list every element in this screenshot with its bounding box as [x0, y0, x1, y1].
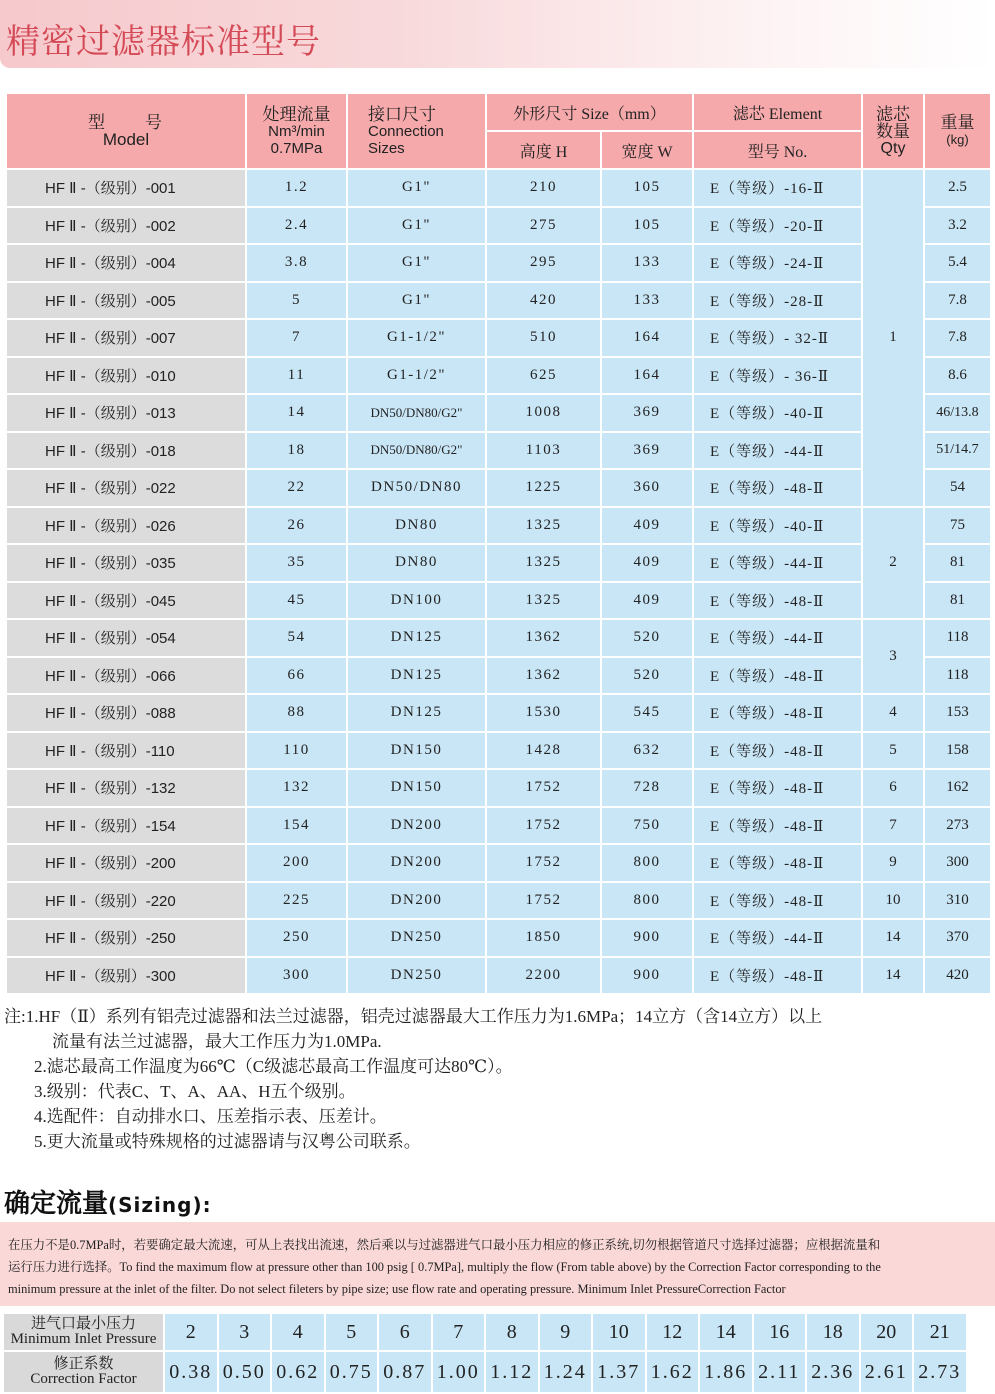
- header-qty-cn1: 滤芯: [876, 104, 910, 124]
- element-cell: E（等级）-40-Ⅱ: [694, 395, 861, 431]
- model-cell: HF Ⅱ -（级别）-035: [7, 545, 245, 581]
- qty-cell: 3: [863, 620, 923, 693]
- weight-cell: 54: [925, 470, 990, 506]
- factor-label: [4, 1352, 163, 1392]
- model-cell: HF Ⅱ -（级别）-045: [7, 583, 245, 619]
- pressure-value: 6: [379, 1314, 431, 1350]
- correction-table: [2, 1312, 968, 1394]
- note-line-2: 流量有法兰过滤器，最大工作压力为1.0MPa.: [52, 1032, 382, 1051]
- table-row: [7, 770, 990, 806]
- width-cell: 164: [602, 358, 692, 394]
- element-cell: E（等级）-48-Ⅱ: [694, 770, 861, 806]
- width-cell: 520: [602, 620, 692, 656]
- header-element-no: 型号 No.: [694, 132, 861, 168]
- weight-cell: 46/13.8: [925, 395, 990, 431]
- width-cell: 900: [602, 920, 692, 956]
- header-qty-cn2: 数量: [876, 121, 910, 141]
- connection-cell: DN80: [348, 508, 485, 544]
- flow-cell: 22: [247, 470, 346, 506]
- weight-cell: 81: [925, 583, 990, 619]
- flow-cell: 54: [247, 620, 346, 656]
- table-row: [7, 883, 990, 919]
- note-line-6: 5.更大流量或特殊规格的过滤器请与汉粤公司联系。: [34, 1132, 421, 1151]
- height-cell: 1325: [487, 583, 600, 619]
- qty-cell: 2: [863, 508, 923, 619]
- pressure-value: 20: [861, 1314, 913, 1350]
- connection-cell: DN250: [348, 958, 485, 994]
- element-cell: E（等级）-48-Ⅱ: [694, 958, 861, 994]
- pressure-value: 10: [593, 1314, 645, 1350]
- element-cell: E（等级）-48-Ⅱ: [694, 583, 861, 619]
- element-cell: E（等级）-40-Ⅱ: [694, 508, 861, 544]
- width-cell: 520: [602, 658, 692, 694]
- flow-cell: 14: [247, 395, 346, 431]
- flow-cell: 225: [247, 883, 346, 919]
- model-cell: HF Ⅱ -（级别）-002: [7, 208, 245, 244]
- connection-cell: G1": [348, 208, 485, 244]
- element-cell: E（等级）-28-Ⅱ: [694, 283, 861, 319]
- height-cell: 1103: [487, 433, 600, 469]
- table-row: [7, 433, 990, 469]
- header-weight-cn: 重量: [940, 113, 975, 132]
- header-model-en: Model: [102, 130, 150, 149]
- flow-cell: 132: [247, 770, 346, 806]
- qty-cell: 5: [863, 733, 923, 769]
- connection-cell: G1": [348, 283, 485, 319]
- connection-cell: DN50/DN80/G2": [348, 395, 485, 431]
- element-cell: E（等级）-44-Ⅱ: [694, 545, 861, 581]
- table-row: [7, 583, 990, 619]
- weight-cell: 7.8: [925, 283, 990, 319]
- model-table: [5, 92, 992, 995]
- model-cell: HF Ⅱ -（级别）-250: [7, 920, 245, 956]
- weight-cell: 75: [925, 508, 990, 544]
- height-cell: 2200: [487, 958, 600, 994]
- weight-cell: 162: [925, 770, 990, 806]
- table-row: [7, 658, 990, 694]
- pressure-value: 16: [754, 1314, 806, 1350]
- pressure-value: 3: [219, 1314, 271, 1350]
- element-cell: E（等级）-44-Ⅱ: [694, 920, 861, 956]
- table-row: [7, 808, 990, 844]
- width-cell: 105: [602, 208, 692, 244]
- note-line-4: 3.级别：代表C、T、A、AA、H五个级别。: [34, 1082, 356, 1101]
- connection-cell: DN125: [348, 658, 485, 694]
- height-cell: 625: [487, 358, 600, 394]
- connection-cell: G1-1/2": [348, 358, 485, 394]
- flow-cell: 300: [247, 958, 346, 994]
- table-row: [7, 208, 990, 244]
- width-cell: 133: [602, 283, 692, 319]
- height-cell: 1008: [487, 395, 600, 431]
- header-weight-unit: (kg): [946, 132, 969, 147]
- width-cell: 800: [602, 883, 692, 919]
- connection-cell: DN80: [348, 545, 485, 581]
- width-cell: 750: [602, 808, 692, 844]
- weight-cell: 2.5: [925, 170, 990, 206]
- flow-cell: 154: [247, 808, 346, 844]
- width-cell: 164: [602, 320, 692, 356]
- notes: [4, 1004, 822, 1154]
- height-cell: 1850: [487, 920, 600, 956]
- qty-cell: 1: [863, 170, 923, 506]
- header-connection: [348, 94, 485, 168]
- width-cell: 105: [602, 170, 692, 206]
- connection-cell: DN200: [348, 883, 485, 919]
- model-cell: HF Ⅱ -（级别）-200: [7, 845, 245, 881]
- qty-cell: 9: [863, 845, 923, 881]
- qty-cell: 7: [863, 808, 923, 844]
- weight-cell: 118: [925, 620, 990, 656]
- table-row: [7, 470, 990, 506]
- header-conn-en2: Sizes: [368, 139, 405, 157]
- note-line-3: 2.滤芯最高工作温度为66℃（C级滤芯最高工作温度可达80℃）。: [34, 1057, 513, 1076]
- qty-cell: 10: [863, 883, 923, 919]
- header-qty-en: Qty: [880, 139, 906, 157]
- note-1: [4, 1004, 822, 1029]
- weight-cell: 51/14.7: [925, 433, 990, 469]
- flow-cell: 88: [247, 695, 346, 731]
- flow-cell: 35: [247, 545, 346, 581]
- sizing-line-2: 运行压力进行选择。To find the maximum flow at pressure other than 100 psig [ 0.7MPa], multiply the flow (From table above) by the Correction Factor corresponding to the: [8, 1260, 881, 1274]
- connection-cell: G1-1/2": [348, 320, 485, 356]
- header-model-cn: 型 号: [88, 113, 164, 132]
- weight-cell: 3.2: [925, 208, 990, 244]
- model-cell: HF Ⅱ -（级别）-005: [7, 283, 245, 319]
- header-flow: [247, 94, 346, 168]
- weight-cell: 310: [925, 883, 990, 919]
- model-cell: HF Ⅱ -（级别）-066: [7, 658, 245, 694]
- table-row: [7, 395, 990, 431]
- height-cell: 1530: [487, 695, 600, 731]
- factor-value: 0.38: [165, 1352, 217, 1392]
- width-cell: 900: [602, 958, 692, 994]
- qty-cell: 14: [863, 958, 923, 994]
- element-cell: E（等级）-48-Ⅱ: [694, 808, 861, 844]
- connection-cell: DN125: [348, 620, 485, 656]
- factor-value: 2.73: [914, 1352, 966, 1392]
- model-cell: HF Ⅱ -（级别）-220: [7, 883, 245, 919]
- flow-cell: 1.2: [247, 170, 346, 206]
- pressure-value: 12: [647, 1314, 699, 1350]
- model-cell: HF Ⅱ -（级别）-018: [7, 433, 245, 469]
- pressure-value: 5: [326, 1314, 378, 1350]
- sizing-line-1: 在压力不是0.7MPa时，若要确定最大流速，可从上表找出流速，然后乘以与过滤器进气口最小压力相应的修正系统,切勿根据管道尺寸选择过滤器；应根据流量和: [8, 1238, 881, 1252]
- flow-cell: 66: [247, 658, 346, 694]
- height-cell: 1752: [487, 770, 600, 806]
- model-cell: HF Ⅱ -（级别）-054: [7, 620, 245, 656]
- height-cell: 1752: [487, 883, 600, 919]
- element-cell: E（等级）-16-Ⅱ: [694, 170, 861, 206]
- element-cell: E（等级）-44-Ⅱ: [694, 433, 861, 469]
- qty-cell: 4: [863, 695, 923, 731]
- flow-cell: 11: [247, 358, 346, 394]
- factor-value: 1.00: [433, 1352, 485, 1392]
- element-cell: E（等级）-48-Ⅱ: [694, 695, 861, 731]
- factor-label-en: Correction Factor: [30, 1371, 137, 1387]
- pressure-label-cn: 进气口最小压力: [30, 1316, 136, 1332]
- sizing-title-en: (Sizing):: [108, 1193, 212, 1217]
- connection-cell: G1": [348, 170, 485, 206]
- sizing-line-3: minimum pressure at the inlet of the filter. Do not select fileters by pipe size; use flow rate and operating pressure. Minimum Inlet PressureCorrection Factor: [8, 1282, 786, 1296]
- flow-cell: 110: [247, 733, 346, 769]
- header-size: 外形尺寸 Size（mm）: [487, 94, 692, 130]
- flow-cell: 5: [247, 283, 346, 319]
- table-row: [7, 170, 990, 206]
- connection-cell: DN200: [348, 808, 485, 844]
- model-cell: HF Ⅱ -（级别）-004: [7, 245, 245, 281]
- width-cell: 360: [602, 470, 692, 506]
- flow-cell: 2.4: [247, 208, 346, 244]
- sizing-heading: [4, 1183, 212, 1220]
- note-line-5: 4.选配件：自动排水口、压差指示表、压差计。: [34, 1107, 387, 1126]
- header-qty: [863, 94, 923, 168]
- model-cell: HF Ⅱ -（级别）-026: [7, 508, 245, 544]
- table-row: [7, 958, 990, 994]
- weight-cell: 153: [925, 695, 990, 731]
- table-row: [7, 508, 990, 544]
- table-row: [7, 320, 990, 356]
- connection-cell: DN200: [348, 845, 485, 881]
- element-cell: E（等级）-48-Ⅱ: [694, 658, 861, 694]
- connection-cell: DN50/DN80/G2": [348, 433, 485, 469]
- table-row: [7, 245, 990, 281]
- factor-label-cn: 修正系数: [53, 1356, 114, 1372]
- model-cell: HF Ⅱ -（级别）-022: [7, 470, 245, 506]
- height-cell: 1325: [487, 545, 600, 581]
- height-cell: 1362: [487, 620, 600, 656]
- width-cell: 369: [602, 395, 692, 431]
- width-cell: 545: [602, 695, 692, 731]
- sizing-title-cn: 确定流量: [4, 1189, 109, 1219]
- height-cell: 510: [487, 320, 600, 356]
- pressure-value: 2: [165, 1314, 217, 1350]
- sizing-text: [8, 1234, 990, 1300]
- pressure-value: 7: [433, 1314, 485, 1350]
- pressure-value: 8: [486, 1314, 538, 1350]
- factor-value: 0.75: [326, 1352, 378, 1392]
- height-cell: 1752: [487, 845, 600, 881]
- pressure-label: [4, 1314, 163, 1350]
- height-cell: 1362: [487, 658, 600, 694]
- model-cell: HF Ⅱ -（级别）-154: [7, 808, 245, 844]
- element-cell: E（等级）-48-Ⅱ: [694, 470, 861, 506]
- table-row: [7, 283, 990, 319]
- weight-cell: 370: [925, 920, 990, 956]
- weight-cell: 158: [925, 733, 990, 769]
- weight-cell: 8.6: [925, 358, 990, 394]
- header-model: [7, 94, 245, 168]
- qty-cell: 6: [863, 770, 923, 806]
- width-cell: 800: [602, 845, 692, 881]
- page-title: 精密过滤器标准型号: [6, 22, 321, 62]
- weight-cell: 118: [925, 658, 990, 694]
- height-cell: 1225: [487, 470, 600, 506]
- height-cell: 1752: [487, 808, 600, 844]
- flow-cell: 200: [247, 845, 346, 881]
- connection-cell: DN100: [348, 583, 485, 619]
- table-row: [7, 358, 990, 394]
- header-width: 宽度 W: [602, 132, 692, 168]
- height-cell: 295: [487, 245, 600, 281]
- factor-value: 0.50: [219, 1352, 271, 1392]
- height-cell: 420: [487, 283, 600, 319]
- table-row: [7, 545, 990, 581]
- factor-value: 1.37: [593, 1352, 645, 1392]
- pressure-label-en: Minimum Inlet Pressure: [10, 1331, 157, 1347]
- width-cell: 728: [602, 770, 692, 806]
- factor-value: 1.62: [647, 1352, 699, 1392]
- model-cell: HF Ⅱ -（级别）-110: [7, 733, 245, 769]
- model-cell: HF Ⅱ -（级别）-132: [7, 770, 245, 806]
- connection-cell: G1": [348, 245, 485, 281]
- pressure-value: 18: [807, 1314, 859, 1350]
- pressure-value: 9: [540, 1314, 592, 1350]
- width-cell: 133: [602, 245, 692, 281]
- flow-cell: 250: [247, 920, 346, 956]
- pressure-value: 4: [272, 1314, 324, 1350]
- table-row: [7, 845, 990, 881]
- table-row: [7, 920, 990, 956]
- factor-value: 1.24: [540, 1352, 592, 1392]
- height-cell: 210: [487, 170, 600, 206]
- header-flow-en: Nm³/min: [268, 122, 325, 140]
- element-cell: E（等级）-20-Ⅱ: [694, 208, 861, 244]
- header-flow-cn: 处理流量: [262, 104, 331, 124]
- flow-cell: 18: [247, 433, 346, 469]
- factor-value: 0.62: [272, 1352, 324, 1392]
- connection-cell: DN150: [348, 733, 485, 769]
- qty-cell: 14: [863, 920, 923, 956]
- header-weight: [925, 94, 990, 168]
- weight-cell: 81: [925, 545, 990, 581]
- note-prefix: 注:: [4, 1007, 26, 1026]
- element-cell: E（等级）- 32-Ⅱ: [694, 320, 861, 356]
- element-cell: E（等级）-48-Ⅱ: [694, 883, 861, 919]
- width-cell: 409: [602, 545, 692, 581]
- factor-value: 2.36: [807, 1352, 859, 1392]
- header-height: 高度 H: [487, 132, 600, 168]
- flow-cell: 26: [247, 508, 346, 544]
- pressure-value: 14: [700, 1314, 752, 1350]
- factor-value: 1.12: [486, 1352, 538, 1392]
- flow-cell: 7: [247, 320, 346, 356]
- weight-cell: 5.4: [925, 245, 990, 281]
- element-cell: E（等级）-48-Ⅱ: [694, 733, 861, 769]
- height-cell: 275: [487, 208, 600, 244]
- header-element: 滤芯 Element: [694, 94, 861, 130]
- model-cell: HF Ⅱ -（级别）-088: [7, 695, 245, 731]
- header-flow-pressure: 0.7MPa: [270, 139, 323, 157]
- element-cell: E（等级）-44-Ⅱ: [694, 620, 861, 656]
- width-cell: 409: [602, 508, 692, 544]
- height-cell: 1428: [487, 733, 600, 769]
- flow-cell: 45: [247, 583, 346, 619]
- factor-value: 2.61: [861, 1352, 913, 1392]
- weight-cell: 300: [925, 845, 990, 881]
- factor-value: 0.87: [379, 1352, 431, 1392]
- connection-cell: DN150: [348, 770, 485, 806]
- element-cell: E（等级）-24-Ⅱ: [694, 245, 861, 281]
- header-conn-cn: 接口尺寸: [368, 104, 436, 124]
- model-cell: HF Ⅱ -（级别）-007: [7, 320, 245, 356]
- model-cell: HF Ⅱ -（级别）-300: [7, 958, 245, 994]
- connection-cell: DN125: [348, 695, 485, 731]
- note-line-1: 1.HF（Ⅱ）系列有铝壳过滤器和法兰过滤器，铝壳过滤器最大工作压力为1.6MPa；14立方（含14立方）以上: [25, 1007, 823, 1026]
- table-row: [7, 733, 990, 769]
- connection-cell: DN50/DN80: [348, 470, 485, 506]
- width-cell: 369: [602, 433, 692, 469]
- flow-cell: 3.8: [247, 245, 346, 281]
- width-cell: 632: [602, 733, 692, 769]
- height-cell: 1325: [487, 508, 600, 544]
- header-conn-en1: Connection: [368, 122, 444, 140]
- table-row: [7, 695, 990, 731]
- model-cell: HF Ⅱ -（级别）-001: [7, 170, 245, 206]
- weight-cell: 420: [925, 958, 990, 994]
- element-cell: E（等级）- 36-Ⅱ: [694, 358, 861, 394]
- weight-cell: 7.8: [925, 320, 990, 356]
- width-cell: 409: [602, 583, 692, 619]
- connection-cell: DN250: [348, 920, 485, 956]
- model-cell: HF Ⅱ -（级别）-010: [7, 358, 245, 394]
- factor-value: 1.86: [700, 1352, 752, 1392]
- element-cell: E（等级）-48-Ⅱ: [694, 845, 861, 881]
- model-cell: HF Ⅱ -（级别）-013: [7, 395, 245, 431]
- weight-cell: 273: [925, 808, 990, 844]
- pressure-value: 21: [914, 1314, 966, 1350]
- table-row: [7, 620, 990, 656]
- factor-value: 2.11: [754, 1352, 806, 1392]
